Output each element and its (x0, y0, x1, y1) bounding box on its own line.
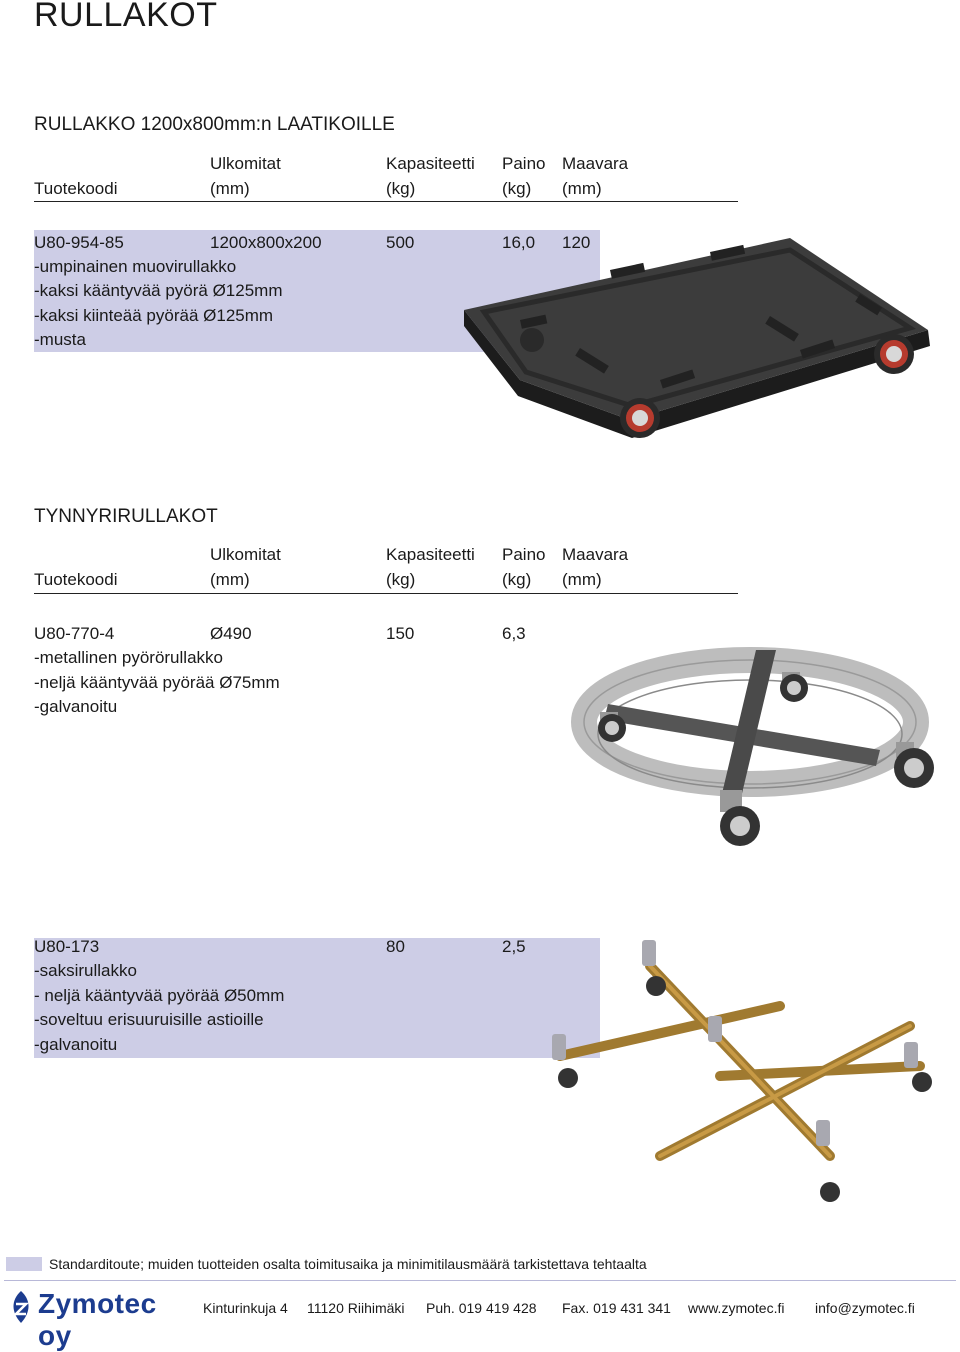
scissor-dolly-image (540, 936, 950, 1206)
header-rule (34, 593, 738, 594)
product-desc-line: - neljä kääntyvää pyörää Ø50mm (34, 986, 285, 1005)
product-capacity: 500 (386, 233, 415, 252)
product-desc-line: -galvanoitu (34, 1035, 118, 1054)
product-weight: 2,5 (502, 937, 526, 956)
product-desc-line: -soveltuu erisuuruisille astioille (34, 1010, 264, 1029)
col-header-capacity-unit: (kg) (386, 179, 416, 198)
page-title: RULLAKOT (34, 0, 218, 34)
col-header-weight: Paino (502, 154, 546, 173)
col-header-capacity-unit: (kg) (386, 570, 416, 589)
col-header-clearance: Maavara (562, 545, 629, 564)
product-desc-line: -musta (34, 330, 86, 349)
legend-swatch (6, 1257, 42, 1271)
product-desc-line: -galvanoitu (34, 697, 118, 716)
col-header-code: Tuotekoodi (34, 570, 118, 589)
product-desc-line: -kaksi kiinteää pyörää Ø125mm (34, 306, 274, 325)
product-clearance: 120 (562, 233, 591, 252)
product-capacity: 80 (386, 937, 405, 956)
footer-phone: Puh. 019 419 428 (426, 1300, 537, 1316)
col-header-dims-unit: (mm) (210, 179, 250, 198)
logo-mark-icon (8, 1290, 34, 1324)
product-code: U80-770-4 (34, 624, 115, 643)
col-header-weight: Paino (502, 545, 546, 564)
col-header-dims-unit: (mm) (210, 570, 250, 589)
col-header-code: Tuotekoodi (34, 179, 118, 198)
footer-address: Kinturinkuja 4 (203, 1300, 288, 1316)
product-desc-line: -kaksi kääntyvää pyörä Ø125mm (34, 281, 283, 300)
product-desc-line: -umpinainen muovirullakko (34, 257, 237, 276)
product-dims: 1200x800x200 (210, 233, 322, 252)
col-header-weight-unit: (kg) (502, 570, 532, 589)
product-dims: Ø490 (210, 624, 252, 643)
col-header-weight-unit: (kg) (502, 179, 532, 198)
footer-email-link[interactable]: info@zymotec.fi (815, 1300, 915, 1316)
product-desc-line: -neljä kääntyvää pyörää Ø75mm (34, 673, 280, 692)
product-capacity: 150 (386, 624, 415, 643)
col-header-clearance: Maavara (562, 154, 629, 173)
product-code: U80-173 (34, 937, 100, 956)
product-desc-line: -metallinen pyörörullakko (34, 648, 223, 667)
footer-note: Standarditoute; muiden tuotteiden osalta toimitusaika ja minimitilausmäärä tarkistettava tehtaalta (49, 1256, 647, 1272)
col-header-clearance-unit: (mm) (562, 179, 602, 198)
footer-fax: Fax. 019 431 341 (562, 1300, 671, 1316)
col-header-clearance-unit: (mm) (562, 570, 602, 589)
footer-city: 11120 Riihimäki (307, 1300, 405, 1316)
product-weight: 16,0 (502, 233, 536, 252)
product-desc-line: -saksirullakko (34, 961, 137, 980)
section-title-drum-dollies: TYNNYRIRULLAKOT (34, 506, 218, 527)
footer-web-link[interactable]: www.zymotec.fi (688, 1300, 785, 1316)
company-logo (8, 1288, 198, 1351)
logo-text: Zymotec oy (38, 1288, 157, 1351)
footer-rule (4, 1280, 956, 1281)
section-title-box-dolly: RULLAKKO 1200x800mm:n LAATIKOILLE (34, 114, 395, 135)
col-header-dims: Ulkomitat (210, 545, 281, 564)
product-code: U80-954-85 (34, 233, 124, 252)
product-weight: 6,3 (502, 624, 526, 643)
col-header-capacity: Kapasiteetti (386, 545, 475, 564)
plastic-dolly-image (460, 230, 960, 440)
header-rule (34, 201, 738, 202)
ring-dolly-image (580, 642, 940, 857)
col-header-dims: Ulkomitat (210, 154, 281, 173)
col-header-capacity: Kapasiteetti (386, 154, 475, 173)
